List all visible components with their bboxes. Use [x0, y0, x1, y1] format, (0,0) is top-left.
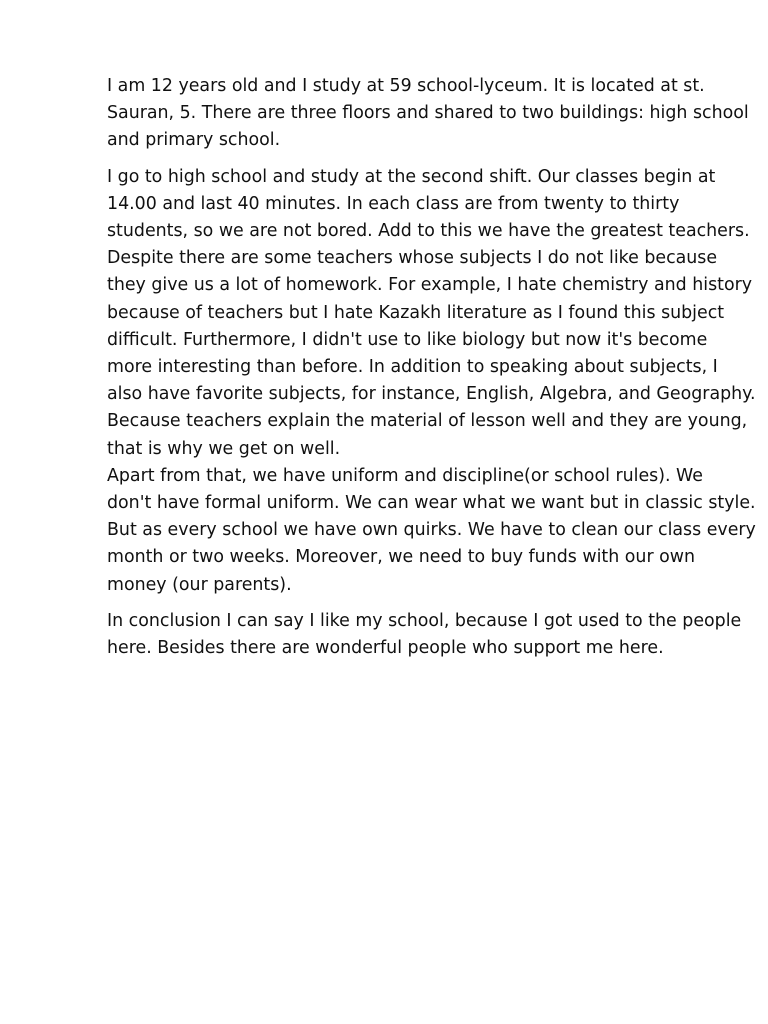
text-line: and primary school.	[107, 130, 281, 151]
text-line: Sauran, 5. There are three floors and shared to two buildings: high school	[107, 103, 749, 124]
text-line: more interesting than before. In addition to speaking about subjects, I	[107, 357, 718, 378]
text-line: month or two weeks. Moreover, we need to buy funds with our own	[107, 547, 696, 568]
text-line: don't have formal uniform. We can wear what we want but in classic style.	[107, 493, 756, 514]
text-line: But as every school we have own quirks. We have to clean our class every	[107, 520, 756, 541]
text-line: Because teachers explain the material of lesson well and they are young,	[107, 411, 748, 432]
text-line: that is why we get on well.	[107, 438, 341, 459]
text-line: money (our parents).	[107, 574, 292, 595]
text-line: difficult. Furthermore, I didn't use to like biology but now it's become	[107, 329, 708, 350]
text-line: In conclusion I can say I like my school, because I got used to the people	[107, 610, 742, 631]
text-line: I am 12 years old and I study at 59 school-lyceum. It is located at st.	[107, 76, 705, 96]
document-body	[107, 73, 756, 662]
text-line: because of teachers but I hate Kazakh literature as I found this subject	[107, 302, 725, 323]
text-line: 14.00 and last 40 minutes. In each class are from twenty to thirty	[107, 193, 680, 214]
text-line: I go to high school and study at the second shift. Our classes begin at	[107, 166, 716, 187]
text-line: also have favorite subjects, for instance, English, Algebra, and Geography.	[107, 384, 756, 405]
text-line: here. Besides there are wonderful people who support me here.	[107, 638, 664, 659]
paragraph-school-intro	[107, 73, 749, 155]
paragraph-conclusion	[107, 608, 742, 662]
text-line: students, so we are not bored. Add to this we have the greatest teachers.	[107, 221, 750, 242]
text-line: Despite there are some teachers whose subjects I do not like because	[107, 248, 718, 269]
text-line: Apart from that, we have uniform and discipline(or school rules). We	[107, 465, 703, 486]
paragraph-uniform-and-rules	[107, 463, 756, 599]
paragraph-classes-and-teachers	[107, 164, 756, 463]
text-line: they give us a lot of homework. For example, I hate chemistry and history	[107, 275, 753, 296]
